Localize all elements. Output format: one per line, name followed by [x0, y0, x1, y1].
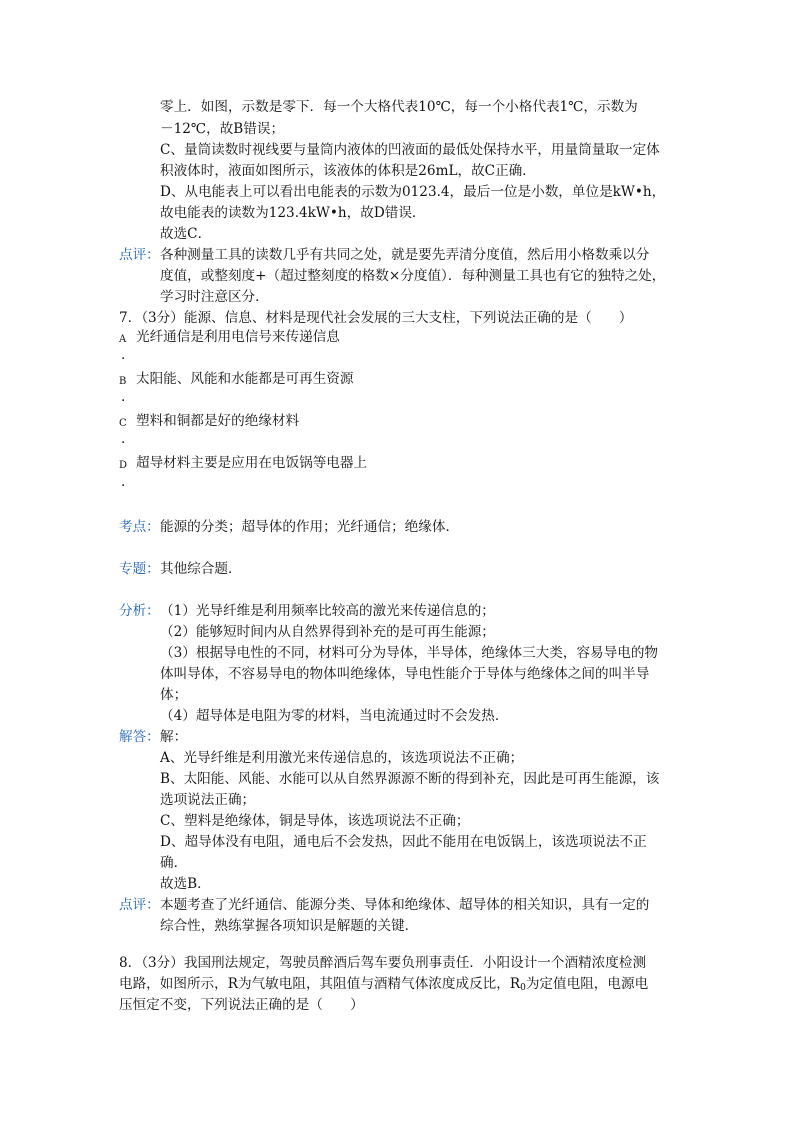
answer-line: A、光导纤维是利用激光来传递信息的，该选项说法不正确；: [160, 750, 524, 766]
option-letter: B: [119, 376, 127, 387]
zhuanti-label: 专题：: [119, 561, 160, 577]
comment-line: 综合性，熟练掌握各项知识是解题的关键．: [160, 918, 419, 934]
option-text: 光纤通信是利用电信号来传递信息: [136, 329, 340, 345]
comment-label: 点评：: [119, 247, 160, 263]
text-line: 故电能表的读数为123.4kW•h，故D错误．: [160, 205, 426, 221]
question-stem: 7．（3分）能源、信息、材料是现代社会发展的三大支柱，下列说法正确的是（ ）: [119, 310, 633, 326]
comment-line: 本题考查了光纤通信、能源分类、导体和绝缘体、超导体的相关知识，具有一定的: [160, 897, 650, 913]
text-line: 积液体时，液面如图所示，该液体的体积是26mL，故C正确．: [160, 163, 536, 179]
question-stem: 8．（3分）我国刑法规定，驾驶员醉酒后驾车要负刑事责任．小阳设计一个酒精浓度检测: [119, 955, 647, 971]
answer-line: C、塑料是绝缘体，铜是导体，该选项说法不正确；: [160, 813, 470, 829]
option-dot: .: [121, 347, 126, 363]
analysis-line: （3）根据导电性的不同，材料可分为导体，半导体，绝缘体三大类，容易导电的物: [160, 645, 659, 661]
option-dot: .: [121, 431, 126, 447]
subscript: 0: [520, 983, 526, 993]
text-line: 零上．如图，示数是零下．每一个大格代表10℃，每一个小格代表1℃，示数为: [160, 99, 638, 115]
analysis-line: （1）光导纤维是利用频率比较高的激光来传递信息的；: [160, 603, 495, 619]
analysis-line: （4）超导体是电阻为零的材料，当电流通过时不会发热．: [160, 708, 509, 724]
answer-head: 解：: [160, 729, 188, 745]
answer-line: 故选B．: [160, 876, 211, 892]
text-line: 各种测量工具的读数几乎有共同之处，就是要先弄清分度值，然后用小格数乘以分: [160, 247, 650, 263]
text-line: C、量筒读数时视线要与量筒内液体的凹液面的最低处保持水平，用量筒量取一定体: [160, 142, 660, 158]
text-line: D、从电能表上可以看出电能表的示数为0123.4，最后一位是小数，单位是kW•h，: [160, 184, 666, 200]
option-text: 塑料和铜都是好的绝缘材料: [136, 413, 300, 429]
zhuanti-text: 其他综合题．: [160, 561, 242, 577]
analysis-label: 分析：: [119, 603, 160, 619]
option-letter: D: [119, 460, 128, 471]
option-letter: A: [119, 334, 127, 345]
answer-line: B、太阳能、风能、水能可以从自然界源源不断的得到补充，因此是可再生能源，该: [160, 771, 660, 787]
question-stem-line: 压恒定不变，下列说法正确的是（ ）: [119, 997, 364, 1013]
text-line: －12℃，故B错误；: [160, 121, 285, 137]
answer-label: 解答：: [119, 729, 160, 745]
kaodian-text: 能源的分类；超导体的作用；光纤通信；绝缘体．: [160, 519, 460, 535]
text-line: 学习时注意区分．: [160, 289, 269, 305]
stem-part: 为定值电阻，电源电: [525, 976, 649, 992]
kaodian-label: 考点：: [119, 519, 160, 535]
answer-line: D、超导体没有电阻，通电后不会发热，因此不能用在电饭锅上，该选项说法不正: [160, 834, 647, 850]
answer-line: 选项说法正确；: [160, 792, 256, 808]
comment-label: 点评：: [119, 897, 160, 913]
option-dot: .: [121, 389, 126, 405]
option-text: 太阳能、风能和水能都是可再生资源: [136, 371, 354, 387]
analysis-line: 体；: [160, 687, 188, 703]
analysis-line: （2）能够短时间内从自然界得到补充的是可再生能源；: [160, 624, 495, 640]
stem-part: 电路，如图所示，R为气敏电阻，其阻值与酒精气体浓度成反比，R: [119, 976, 521, 992]
option-text: 超导材料主要是应用在电饭锅等电器上: [136, 455, 368, 471]
option-letter: C: [119, 418, 127, 429]
answer-line: 确．: [160, 855, 188, 871]
option-dot: .: [121, 474, 126, 490]
text-line: 故选C．: [160, 226, 212, 242]
analysis-line: 体叫导体，不容易导电的物体叫绝缘体，导电性能介于导体与绝缘体之间的叫半导: [160, 666, 650, 682]
text-line: 度值，或整刻度+（超过整刻度的格数×分度值）．每种测量工具也有它的独特之处，: [160, 268, 666, 284]
